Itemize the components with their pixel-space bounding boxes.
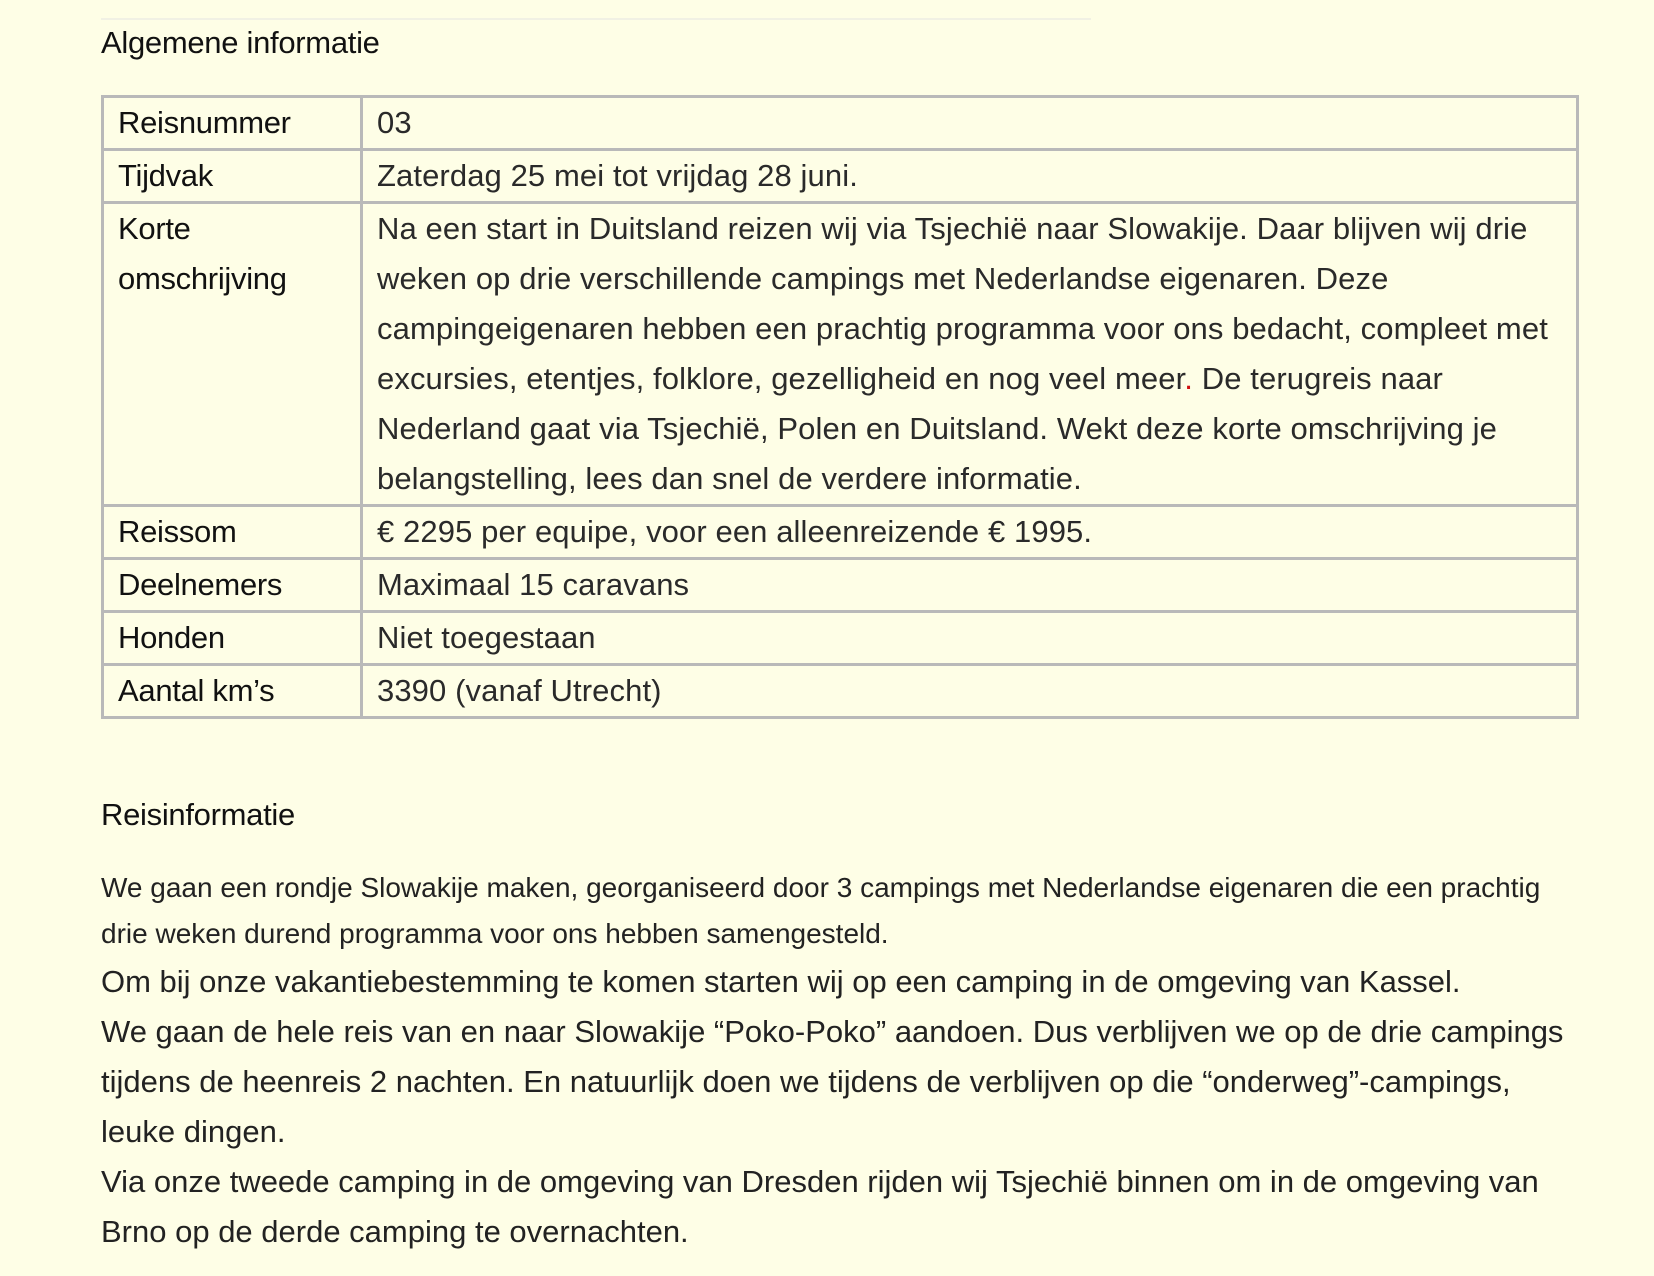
row-label: Reissom xyxy=(103,506,362,559)
row-label: Honden xyxy=(103,612,362,665)
row-value: Maximaal 15 caravans xyxy=(362,559,1578,612)
row-label: Aantal km’s xyxy=(103,665,362,718)
row-label: Korte omschrijving xyxy=(103,203,362,506)
description-part-b: De terugreis naar Nederland gaat via Tsjechië, Polen en Duitsland. Wekt deze korte omschrijving je belangstelling, lees dan snel de verdere informatie. xyxy=(377,361,1498,496)
table-row xyxy=(103,203,1578,506)
table-row xyxy=(103,665,1578,718)
row-value: Zaterdag 25 mei tot vrijdag 28 juni. xyxy=(362,150,1578,203)
row-value xyxy=(362,203,1578,506)
table-row xyxy=(103,559,1578,612)
table-row xyxy=(103,150,1578,203)
row-value: € 2295 per equipe, voor een alleenreizende € 1995. xyxy=(362,506,1578,559)
row-label: Deelnemers xyxy=(103,559,362,612)
document-page xyxy=(101,0,1579,1257)
description-part-a: Na een start in Duitsland reizen wij via Tsjechië naar Slowakije. Daar blijven wij drie weken op drie verschillende campings met Nederlandse eigenaren. Deze campingeigenaren hebben een prachtig programma voor ons bedacht, compleet met excursies, etentjes, folklore, gezelligheid en nog veel meer xyxy=(377,211,1548,396)
top-divider xyxy=(101,0,1091,20)
table-row xyxy=(103,506,1578,559)
table-row xyxy=(103,612,1578,665)
row-label: Tijdvak xyxy=(103,150,362,203)
row-value: 3390 (vanaf Utrecht) xyxy=(362,665,1578,718)
body-paragraph: Via onze tweede camping in de omgeving van Dresden rijden wij Tsjechië binnen om in de omgeving van Brno op de derde camping te overnachten. xyxy=(101,1164,1539,1249)
row-value: 03 xyxy=(362,97,1578,150)
description-red-dot: . xyxy=(1184,361,1194,396)
section-heading-general: Algemene informatie xyxy=(101,25,380,60)
section-heading-reisinformatie: Reisinformatie xyxy=(101,797,295,832)
row-value: Niet toegestaan xyxy=(362,612,1578,665)
general-info-table xyxy=(101,95,1579,719)
table-row xyxy=(103,97,1578,150)
row-label: Reisnummer xyxy=(103,97,362,150)
body-paragraph: We gaan de hele reis van en naar Slowakije “Poko-Poko” aandoen. Dus verblijven we op de drie campings tijdens de heenreis 2 nachten. En natuurlijk doen we tijdens de verblijven op die “onderweg”-campings, leuke dingen. xyxy=(101,1014,1564,1149)
body-paragraph: Om bij onze vakantiebestemming te komen starten wij op een camping in de omgeving van Kassel. xyxy=(101,964,1461,999)
intro-paragraph: We gaan een rondje Slowakije maken, georganiseerd door 3 campings met Nederlandse eigenaren die een prachtig drie weken durend programma voor ons hebben samengesteld. xyxy=(101,872,1541,949)
